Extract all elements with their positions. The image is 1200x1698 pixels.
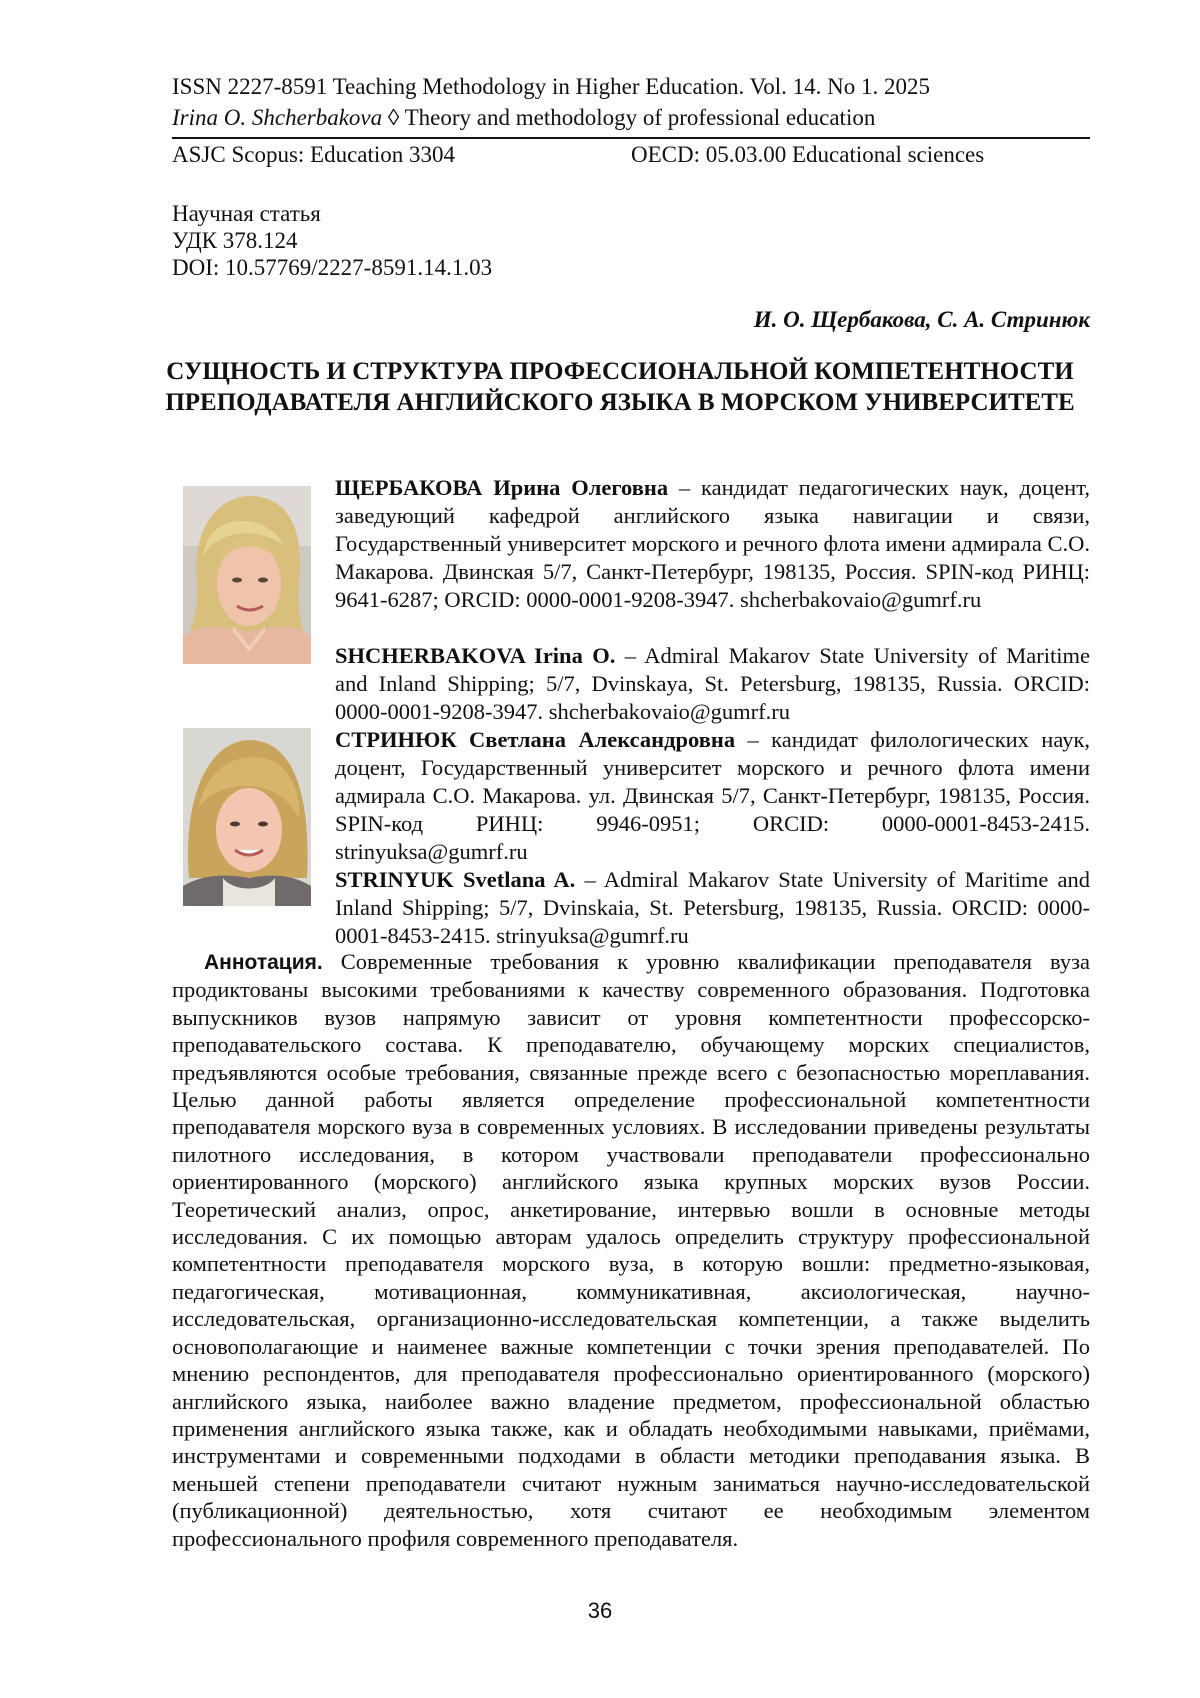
header-author: Irina O. Shcherbakova bbox=[172, 105, 383, 130]
page-number: 36 bbox=[587, 1598, 613, 1623]
bio-name: ЩЕРБАКОВА Ирина Олеговна bbox=[335, 475, 669, 500]
header-section: ◊ Theory and methodology of professional education bbox=[382, 105, 876, 130]
bio-name: STRINYUK Svetlana A. bbox=[335, 867, 576, 892]
doi: DOI: 10.57769/2227-8591.14.1.03 bbox=[172, 255, 493, 280]
asjc-code: ASJC Scopus: Education 3304 bbox=[172, 142, 456, 167]
bio-shcherbakova-en bbox=[335, 642, 1090, 726]
oecd-code: OECD: 05.03.00 Educational sciences bbox=[631, 142, 985, 167]
udk: УДК 378.124 bbox=[172, 228, 298, 253]
journal-header: ISSN 2227-8591 Teaching Methodology in Higher Education. Vol. 14. No 1. 2025 bbox=[172, 74, 930, 99]
bio-text: – Admiral Makarov State University of Maritime and Inland Shipping; 5/7, Dvinskaya, St. Petersburg, 198135, Russia. ORCID: 0000-0001-9208-3947. shcherbakovaio@gumrf.ru bbox=[335, 643, 1090, 724]
author-photo-strinyuk bbox=[183, 728, 311, 906]
abstract-label: Аннотация. bbox=[204, 951, 323, 974]
authors-line: И. О. Щербакова, С. А. Стринюк bbox=[753, 307, 1090, 332]
header-rule bbox=[172, 137, 1090, 139]
abstract bbox=[172, 948, 1090, 1552]
article-meta bbox=[172, 200, 492, 281]
bio-text: – кандидат педагогических наук, доцент, заведующий кафедрой английского языка навигации и связи, Государственный университет морского и речного флота имени адмирала С.О. Макарова. Двинская 5/7, Санкт-Петербург, 198135, Россия. SPIN-код РИНЦ: 9641-6287; ORCID: 0000-0001-9208-3947. shcherbakovaio@gumrf.ru bbox=[335, 475, 1090, 612]
author-photo-shcherbakova bbox=[183, 486, 311, 664]
article-type: Научная статья bbox=[172, 201, 321, 226]
bio-name: СТРИНЮК Светлана Александровна bbox=[335, 727, 736, 752]
bio-strinyuk-en bbox=[335, 866, 1090, 950]
bio-text: – Admiral Makarov State University of Maritime and Inland Shipping; 5/7, Dvinskaia, St. Petersburg, 198135, Russia. ORCID: 0000-0001-8453-2415. strinyuksa@gumrf.ru bbox=[335, 867, 1090, 948]
abstract-text: Современные требования к уровню квалификации преподавателя вуза продиктованы высокими требованиями к качеству современного образования. Подготовка выпускников вузов напрямую зависит от уровня компетентности профессорско-преподавательского состава. К преподавателю, обучающему морских специалистов, предъявляются особые требования, связанные прежде всего с безопасностью мореплавания. Целью данной работы является определение профессиональной компетентности преподавателя морского вуза в современных условиях. В исследовании приведены результаты пилотного исследования, в котором участвовали преподаватели профессионально ориентированного (морского) английского языка крупных морских вузов России. Теоретический анализ, опрос, анкетирование, интервью вошли в основные методы исследования. С их помощью авторам удалось определить структуру профессиональной компетентности преподавателя морского вуза, в которую вошли: предметно-языковая, педагогическая, мотивационная, коммуникативная, аксиологическая, научно-исследовательская, организационно-исследовательская компетенции, а также выделить основополагающие и наименее важные компетенции с точки зрения преподавателей. По мнению респондентов, для преподавателя профессионально ориентированного (морского) английского языка, наиболее важно владение предметом, профессиональной областью применения английского языка также, как и обладать необходимыми навыками, приёмами, инструментами и современными подходами в области методики преподавания языка. В меньшей степени преподаватели считают нужным заниматься научно-исследовательской (публикационной) деятельностью, хотя считают ее необходимым элементом профессионального профиля современного преподавателя. bbox=[172, 949, 1090, 1551]
bio-text: – кандидат филологических наук, доцент, Государственный университет морского и речного флота имени адмирала С.О. Макарова. ул. Двинская 5/7, Санкт-Петербург, 198135, Россия. SPIN-код РИНЦ: 9946-0951; ORCID: 0000-0001-8453-2415. strinyuksa@gumrf.ru bbox=[335, 727, 1090, 864]
running-header bbox=[172, 103, 1028, 133]
article-title: СУЩНОСТЬ И СТРУКТУРА ПРОФЕССИОНАЛЬНОЙ КОМПЕТЕНТНОСТИ ПРЕПОДАВАТЕЛЯ АНГЛИЙСКОГО ЯЗЫКА В МОРСКОМ УНИВЕРСИТЕТЕ bbox=[165, 358, 1075, 416]
classification-line bbox=[172, 140, 1090, 170]
bio-name: SHCHERBAKOVA Irina O. bbox=[335, 643, 616, 668]
bio-shcherbakova-ru bbox=[335, 474, 1090, 614]
bio-strinyuk-ru bbox=[335, 726, 1090, 866]
